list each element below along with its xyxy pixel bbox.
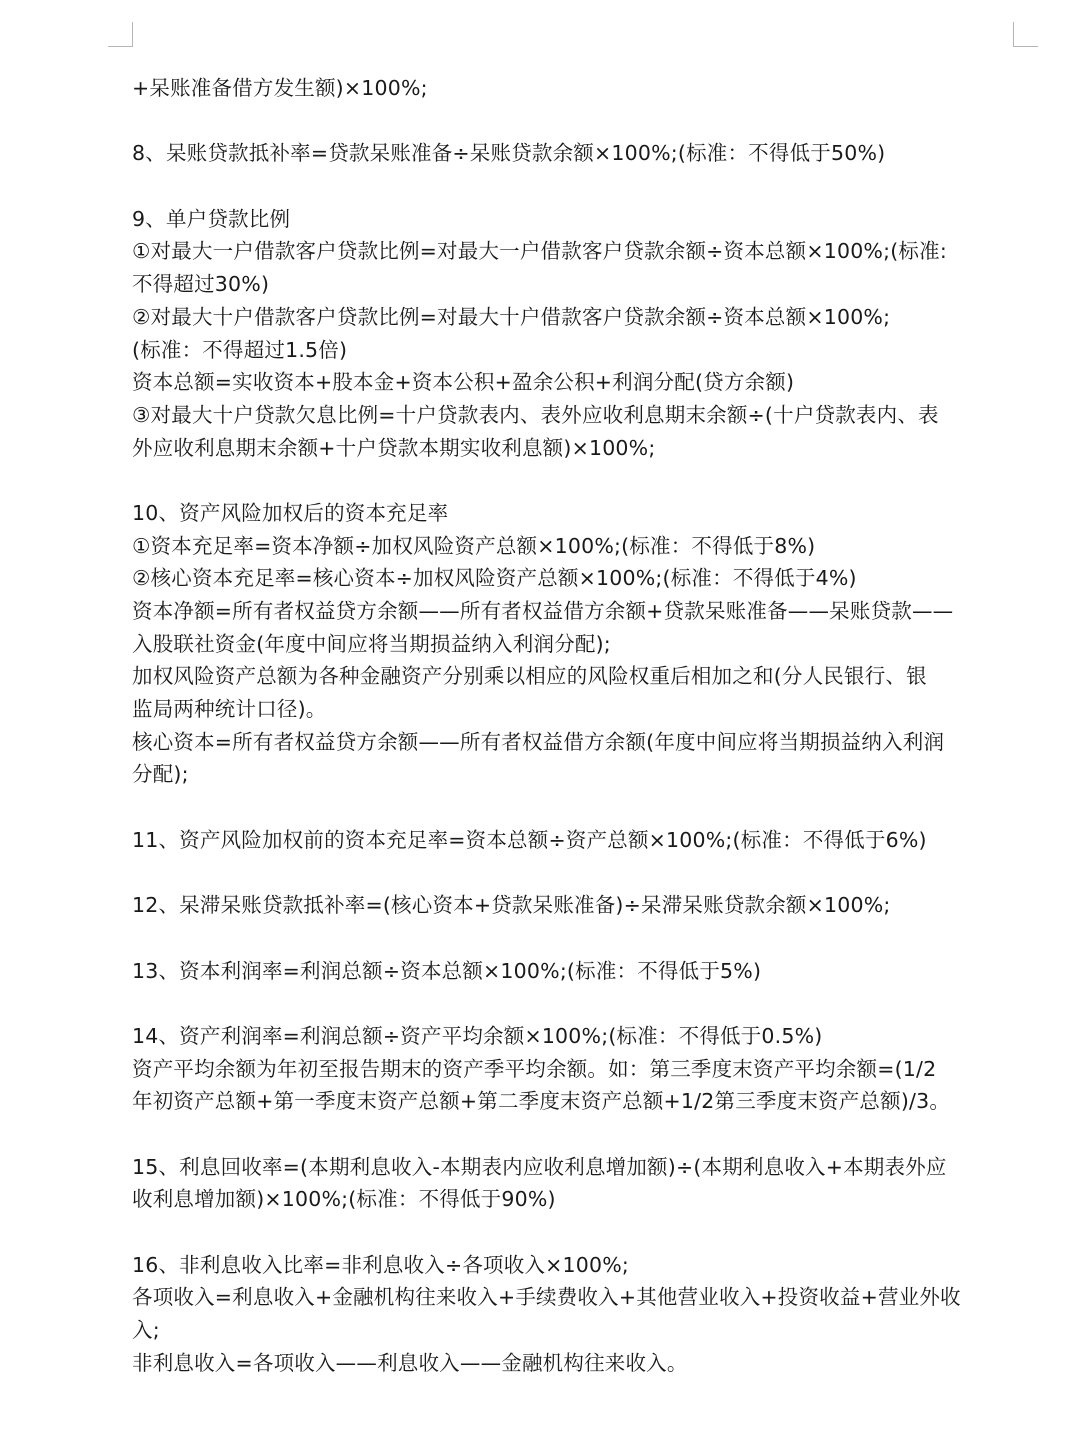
text-line: 13、资本利润率=利润总额÷资本总额×100%;(标准：不得低于5%) (132, 958, 762, 983)
crop-mark-top-right (1013, 22, 1038, 47)
text-line: ③对最大十户贷款欠息比例=十户贷款表内、表外应收利息期末余额÷(十户贷款表内、表 (132, 402, 939, 427)
blank-line (132, 1216, 1012, 1249)
text-line: 8、呆账贷款抵补率=贷款呆账准备÷呆账贷款余额×100%;(标准：不得低于50%) (132, 141, 886, 166)
text-line: ②核心资本充足率=核心资本÷加权风险资产总额×100%;(标准：不得低于4%) (132, 566, 857, 591)
text-line: 入; (132, 1318, 160, 1343)
blank-line (132, 1118, 1012, 1151)
text-line: ①对最大一户借款客户贷款比例=对最大一户借款客户贷款余额÷资本总额×100%;(标准: (132, 239, 947, 264)
text-line: 11、资产风险加权前的资本充足率=资本总额÷资产总额×100%;(标准：不得低于6%) (132, 827, 927, 852)
text-line: 外应收利息期末余额+十户贷款本期实收利息额)×100%; (132, 435, 656, 460)
text-line: (标准：不得超过1.5倍) (132, 337, 348, 362)
text-line: 16、非利息收入比率=非利息收入÷各项收入×100%; (132, 1252, 630, 1277)
text-line: 收利息增加额)×100%;(标准：不得低于90%) (132, 1187, 556, 1212)
text-line: 年初资产总额+第一季度末资产总额+第二季度末资产总额+1/2第三季度末资产总额)/3。 (132, 1089, 951, 1114)
text-line: 资产平均余额为年初至报告期末的资产季平均余额。如：第三季度末资产平均余额=(1/2 (132, 1056, 937, 1081)
text-line: 监局两种统计口径)。 (132, 697, 327, 722)
text-line: 12、呆滞呆账贷款抵补率=(核心资本+贷款呆账准备)÷呆滞呆账贷款余额×100%; (132, 893, 891, 918)
blank-line (132, 791, 1012, 824)
text-line: 各项收入=利息收入+金融机构往来收入+手续费收入+其他营业收入+投资收益+营业外收 (132, 1285, 961, 1310)
blank-line (132, 922, 1012, 955)
text-line: 加权风险资产总额为各种金融资产分别乘以相应的风险权重后相加之和(分人民银行、银 (132, 664, 927, 689)
blank-line (132, 105, 1012, 138)
text-line: 资本总额=实收资本+股本金+资本公积+盈余公积+利润分配(贷方余额) (132, 370, 795, 395)
text-line: 资本净额=所有者权益贷方余额——所有者权益借方余额+贷款呆账准备——呆账贷款—— (132, 599, 954, 623)
text-line: ②对最大十户借款客户贷款比例=对最大十户借款客户贷款余额÷资本总额×100%; (132, 304, 891, 329)
crop-mark-top-left (108, 22, 133, 47)
text-line: 15、利息回收率=(本期利息收入-本期表内应收利息增加额)÷(本期利息收入+本期表外应 (132, 1154, 947, 1179)
text-line: 非利息收入=各项收入——利息收入——金融机构往来收入。 (132, 1350, 688, 1375)
blank-line (132, 987, 1012, 1020)
text-line: 入股联社资金(年度中间应将当期损益纳入利润分配); (132, 631, 611, 656)
text-line: 10、资产风险加权后的资本充足率 (132, 500, 449, 525)
text-line: 核心资本=所有者权益贷方余额——所有者权益借方余额(年度中间应将当期损益纳入利润 (132, 729, 945, 754)
blank-line (132, 857, 1012, 890)
blank-line (132, 170, 1012, 203)
text-line: 9、单户贷款比例 (132, 206, 291, 231)
text-line: 不得超过30%) (132, 272, 270, 297)
text-line: +呆账准备借方发生额)×100%; (132, 76, 428, 100)
text-line: 分配); (132, 762, 189, 787)
text-line: ①资本充足率=资本净额÷加权风险资产总额×100%;(标准：不得低于8%) (132, 533, 816, 558)
text-line: 14、资产利润率=利润总额÷资产平均余额×100%;(标准：不得低于0.5%) (132, 1023, 823, 1048)
document-body (132, 72, 1012, 1380)
blank-line (132, 464, 1012, 497)
